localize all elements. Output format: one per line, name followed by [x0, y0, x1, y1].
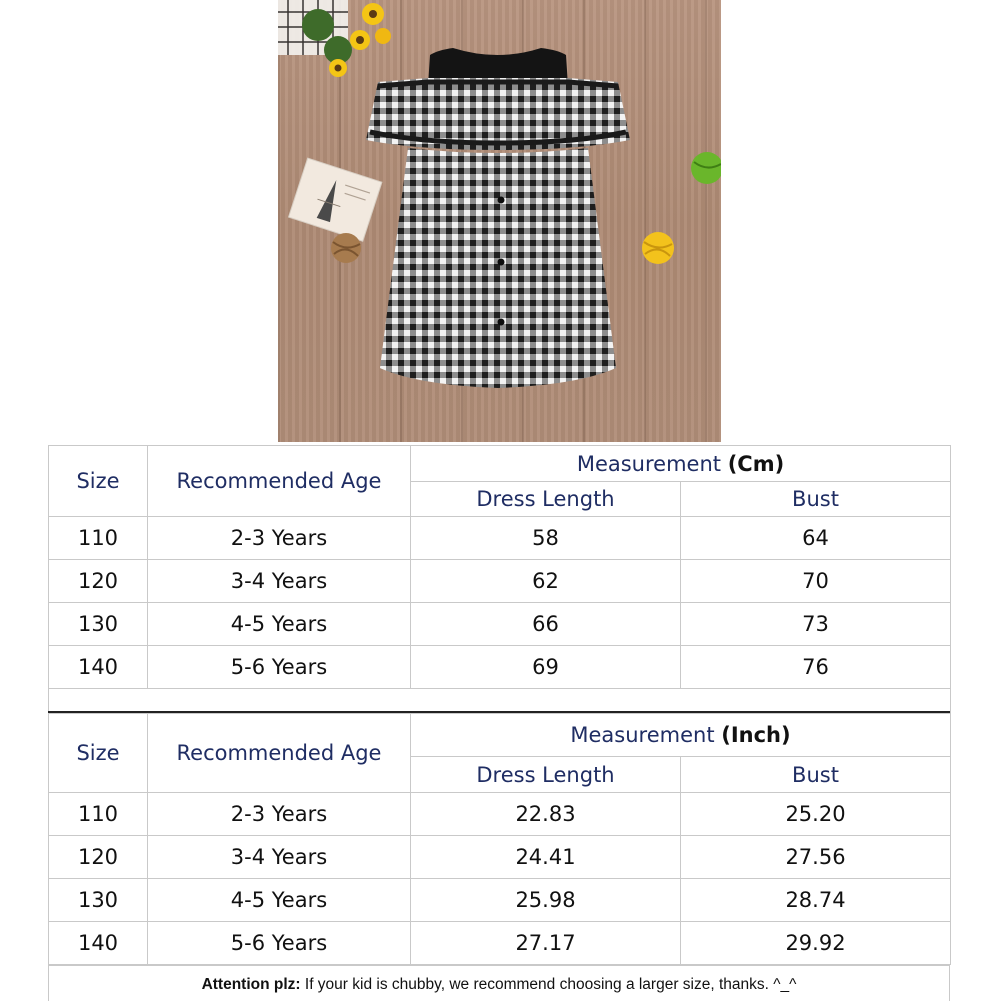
- header-dress-length: Dress Length: [411, 482, 681, 517]
- gingham-dress-icon: [278, 0, 721, 442]
- cell-age: 5-6 Years: [148, 922, 411, 965]
- cell-length: 25.98: [411, 879, 681, 922]
- cell-bust: 27.56: [681, 836, 951, 879]
- cell-age: 2-3 Years: [148, 793, 411, 836]
- cell-age: 4-5 Years: [148, 879, 411, 922]
- cell-size: 140: [49, 646, 148, 689]
- header-recommended-age: Recommended Age: [148, 446, 411, 517]
- cell-size: 110: [49, 517, 148, 560]
- table-row: [49, 560, 951, 603]
- cell-age: 3-4 Years: [148, 560, 411, 603]
- cell-length: 69: [411, 646, 681, 689]
- header-measurement: [411, 714, 951, 757]
- header-unit-cm: (Cm): [727, 451, 785, 476]
- table-row: [49, 603, 951, 646]
- table-row: [49, 646, 951, 689]
- header-measurement: [411, 446, 951, 482]
- dress-shape: [366, 48, 630, 388]
- cell-bust: 64: [681, 517, 951, 560]
- header-bust: Bust: [681, 482, 951, 517]
- postcard-decoration: [289, 158, 382, 241]
- header-size: Size: [49, 714, 148, 793]
- cell-size: 130: [49, 603, 148, 646]
- cell-size: 120: [49, 560, 148, 603]
- cell-bust: 25.20: [681, 793, 951, 836]
- spacer-cell: [49, 689, 951, 713]
- size-table-inch: [48, 713, 951, 965]
- cell-size: 110: [49, 793, 148, 836]
- header-measurement-label: Measurement: [570, 723, 715, 747]
- cell-bust: 28.74: [681, 879, 951, 922]
- cell-length: 62: [411, 560, 681, 603]
- cell-length: 66: [411, 603, 681, 646]
- cell-age: 2-3 Years: [148, 517, 411, 560]
- header-measurement-label: Measurement: [576, 451, 721, 476]
- cell-bust: 76: [681, 646, 951, 689]
- cell-bust: 29.92: [681, 922, 951, 965]
- cell-length: 58: [411, 517, 681, 560]
- cell-size: 140: [49, 922, 148, 965]
- cell-age: 5-6 Years: [148, 646, 411, 689]
- attention-label: Attention plz:: [201, 976, 301, 993]
- attention-note: [48, 965, 950, 1001]
- table-row: [49, 879, 951, 922]
- cell-length: 27.17: [411, 922, 681, 965]
- cell-length: 24.41: [411, 836, 681, 879]
- cell-bust: 73: [681, 603, 951, 646]
- header-dress-length: Dress Length: [411, 757, 681, 793]
- table-row: [49, 517, 951, 560]
- header-unit-inch: (Inch): [721, 723, 791, 747]
- cell-age: 3-4 Years: [148, 836, 411, 879]
- header-size: Size: [49, 446, 148, 517]
- header-recommended-age: Recommended Age: [148, 714, 411, 793]
- header-bust: Bust: [681, 757, 951, 793]
- attention-text: If your kid is chubby, we recommend choosing a larger size, thanks. ^_^: [300, 976, 797, 993]
- table-row: [49, 836, 951, 879]
- cell-bust: 70: [681, 560, 951, 603]
- cell-size: 130: [49, 879, 148, 922]
- size-table-cm: [48, 445, 951, 713]
- table-row: [49, 793, 951, 836]
- spacer-row: [49, 689, 951, 713]
- product-photo: [278, 0, 721, 442]
- cell-size: 120: [49, 836, 148, 879]
- cell-age: 4-5 Years: [148, 603, 411, 646]
- table-row: [49, 922, 951, 965]
- cell-length: 22.83: [411, 793, 681, 836]
